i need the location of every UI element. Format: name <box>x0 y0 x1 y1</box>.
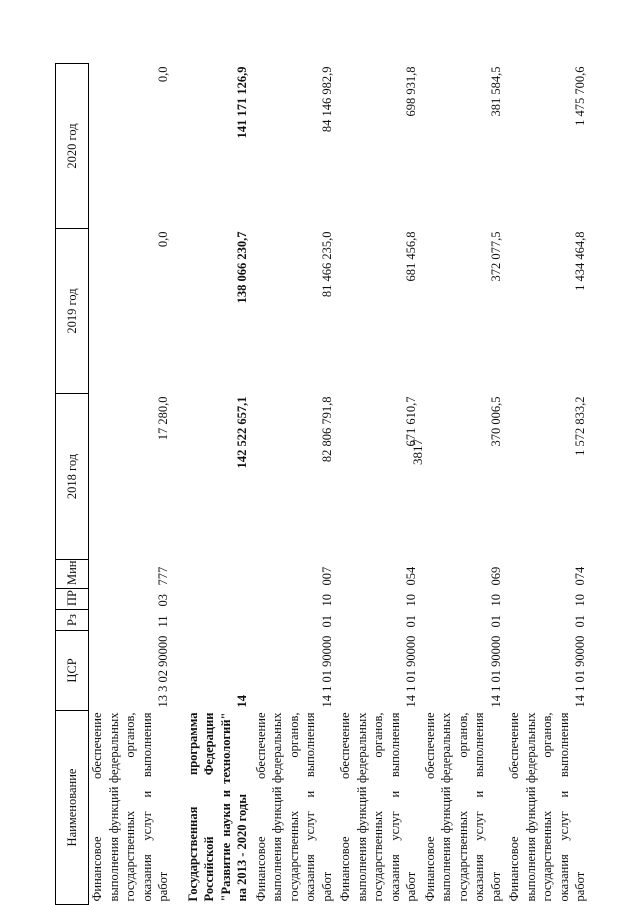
row-csr: 14 1 01 90000 <box>488 635 503 708</box>
rotated-page-content <box>55 64 585 905</box>
row-2018: 671 610,7 <box>404 396 418 447</box>
row-2019: 81 466 235,0 <box>319 231 334 298</box>
header-csr: ЦСР <box>56 631 89 711</box>
row-2020: 1 475 700,6 <box>573 66 587 126</box>
row-2019: 372 077,5 <box>488 231 503 282</box>
row-pr: 10 <box>319 594 334 607</box>
header-pr: ПР <box>56 589 89 610</box>
row-2019: 0,0 <box>156 231 170 248</box>
header-2018: 2018 год <box>56 394 89 560</box>
row-2018: 82 806 791,8 <box>319 396 334 463</box>
row-csr: 14 1 01 90000 <box>404 635 418 708</box>
row-min: 007 <box>319 566 334 586</box>
row-2018: 1 572 833,2 <box>573 396 587 456</box>
header-rz: Рз <box>56 610 89 631</box>
header-min: Мин <box>56 560 89 589</box>
row-min: 054 <box>404 566 418 586</box>
page-number: 3817 <box>410 439 425 465</box>
row-name: Финансовое обеспечение выполнения функций федеральных государственных органов, оказания услуг и выполнения работ <box>253 712 334 902</box>
row-2020: 698 931,8 <box>404 66 418 117</box>
row-pr: 10 <box>404 594 418 607</box>
header-2019: 2019 год <box>56 229 89 394</box>
row-2019: 1 434 464,8 <box>573 231 587 291</box>
row-pr <box>174 589 253 610</box>
table-row <box>253 64 338 905</box>
row-pr: 03 <box>156 594 170 607</box>
row-2019: 681 456,8 <box>404 231 418 282</box>
row-min: 777 <box>156 566 170 586</box>
row-2020: 0,0 <box>156 66 170 83</box>
row-pr: 10 <box>488 594 503 607</box>
row-2020: 141 171 126,9 <box>235 66 249 139</box>
row-pr: 10 <box>573 594 587 607</box>
row-name: Финансовое обеспечение выполнения функций федеральных государственных органов, оказания услуг и выполнения работ <box>338 712 418 902</box>
row-rz: 11 <box>156 615 170 628</box>
row-min: 074 <box>573 566 587 586</box>
row-2020: 84 146 982,9 <box>319 66 334 133</box>
table-row <box>89 64 174 905</box>
row-rz: 01 <box>319 615 334 628</box>
row-name: Финансовое обеспечение выполнения функций федеральных государственных органов, оказания услуг и выполнения работ <box>90 712 170 902</box>
row-csr: 14 1 01 90000 <box>319 635 334 708</box>
row-min: 069 <box>488 566 503 586</box>
row-name: Финансовое обеспечение выполнения функций федеральных государственных органов, оказания услуг и выполнения работ <box>507 712 587 902</box>
header-name: Наименование <box>56 711 89 905</box>
row-min <box>174 560 253 589</box>
row-rz: 01 <box>404 615 418 628</box>
row-2020: 381 584,5 <box>488 66 503 117</box>
row-csr: 14 1 01 90000 <box>573 635 587 708</box>
row-rz <box>174 610 253 631</box>
table-row <box>337 64 422 905</box>
row-name: Финансовое обеспечение выполнения функций федеральных государственных органов, оказания услуг и выполнения работ <box>422 712 503 902</box>
row-2018: 370 006,5 <box>488 396 503 447</box>
table-row <box>506 64 591 905</box>
row-rz: 01 <box>488 615 503 628</box>
row-2019: 138 066 230,7 <box>235 231 249 304</box>
row-rz: 01 <box>573 615 587 628</box>
row-2018: 142 522 657,1 <box>235 396 249 469</box>
table-row-program <box>174 64 253 905</box>
row-csr: 13 3 02 90000 <box>156 635 170 708</box>
header-2020: 2020 год <box>56 64 89 229</box>
row-2018: 17 280,0 <box>156 396 170 441</box>
row-csr: 14 <box>235 695 249 708</box>
row-name: Государственная программа Российской Федерации "Развитие науки и технологий" на 2013 - 2020 годы <box>185 712 249 902</box>
table-row <box>422 64 507 905</box>
budget-table <box>55 63 591 905</box>
table-header-row <box>56 64 89 905</box>
